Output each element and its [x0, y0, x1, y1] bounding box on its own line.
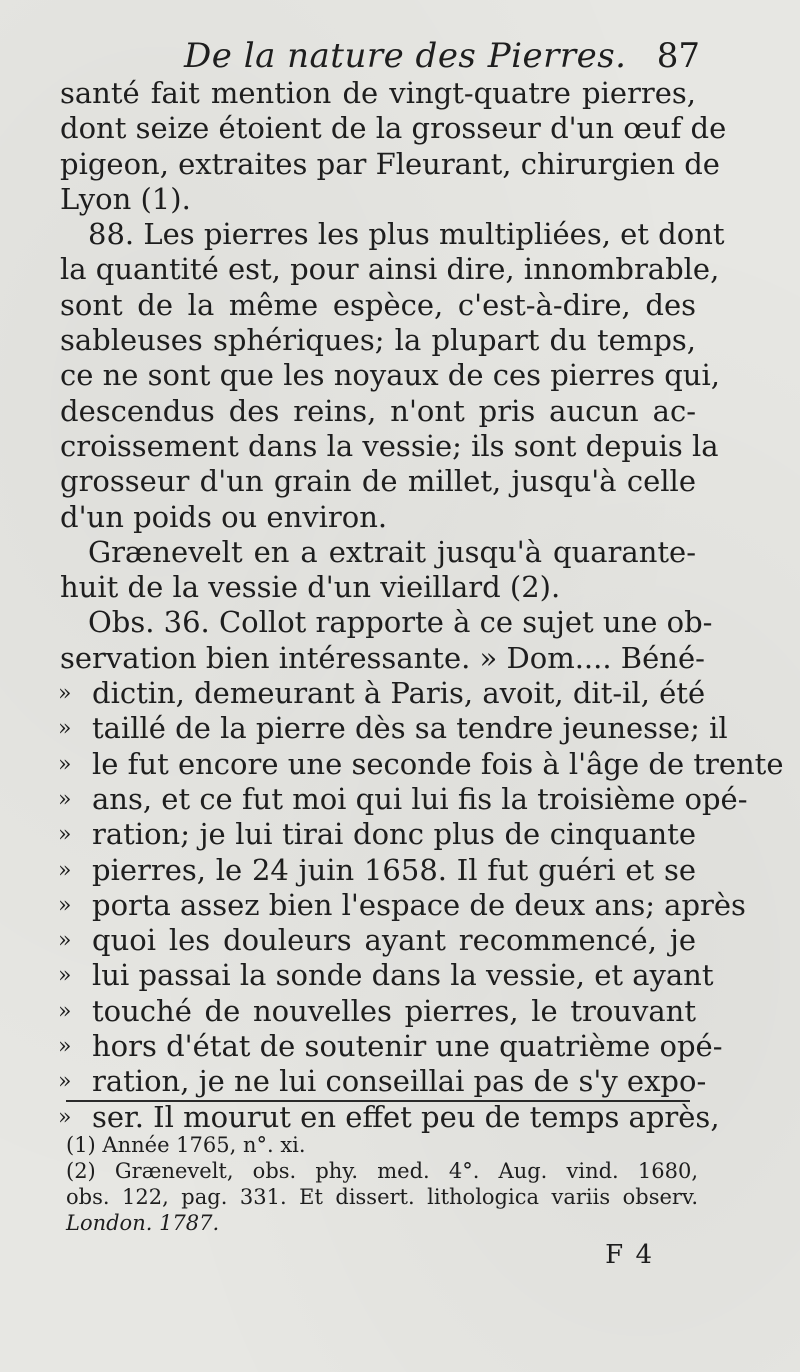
quoted-line: ration, je ne lui conseillai pas de s'y expo- [92, 1064, 707, 1099]
quoted-line: le fut encore une seconde fois à l'âge de trente [92, 746, 784, 781]
text-line: servation bien intéressante. » Dom.... Béné- [60, 640, 705, 675]
footnote-2-cont: obs. 122, pag. 331. Et dissert. lithologica variis observ. [66, 1185, 698, 1209]
text-line: pigeon, extraites par Fleurant, chirurgien de [60, 146, 720, 181]
page-number: 87 [656, 36, 700, 76]
footnote-2: (2) Grænevelt, obs. phy. med. 4°. Aug. vind. 1680, [66, 1159, 698, 1183]
quoted-line: dictin, demeurant à Paris, avoit, dit-il, été [92, 676, 706, 711]
text-line: Grænevelt en a extrait jusqu'à quarante- [88, 534, 696, 569]
quoted-line: lui passai la sonde dans la vessie, et ayant [92, 958, 714, 993]
quote-mark: » [58, 1104, 72, 1130]
quoted-line: ser. Il mourut en effet peu de temps après, [92, 1099, 720, 1134]
quote-mark: » [58, 681, 72, 707]
quote-mark: » [58, 857, 72, 883]
text-line: la quantité est, pour ainsi dire, innombrable, [60, 252, 720, 287]
running-title: De la nature des Pierres. [184, 36, 627, 76]
quote-mark: » [58, 928, 72, 954]
footnote-1: (1) Année 1765, n°. xi. [66, 1133, 306, 1157]
footnote-rule [66, 1100, 690, 1102]
quoted-line: ration; je lui tirai donc plus de cinquante [92, 817, 696, 852]
quoted-line: touché de nouvelles pierres, le trouvant [92, 993, 696, 1028]
quoted-line: porta assez bien l'espace de deux ans; après [92, 887, 746, 922]
body-text [60, 76, 784, 1135]
quoted-line: pierres, le 24 juin 1658. Il fut guéri et se [92, 852, 696, 887]
quote-mark: » [58, 716, 72, 742]
footnote-2-end: London. 1787. [66, 1211, 220, 1235]
text-line: grosseur d'un grain de millet, jusqu'à celle [60, 464, 696, 499]
text-line: d'un poids ou environ. [60, 499, 388, 534]
observation-36-start: Obs. 36. Collot rapporte à ce sujet une ob- [88, 605, 713, 640]
quoted-passage [60, 676, 784, 1135]
text-line: sont de la même espèce, c'est-à-dire, des [60, 287, 696, 322]
quote-mark: » [58, 963, 72, 989]
quote-mark: » [58, 1034, 72, 1060]
quoted-line: hors d'état de soutenir une quatrième opé- [92, 1029, 723, 1064]
footnotes [66, 1132, 698, 1236]
text-line: ce ne sont que les noyaux de ces pierres qui, [60, 358, 720, 393]
text-line: dont seize étoient de la grosseur d'un œuf de [60, 111, 727, 146]
quoted-line: ans, et ce fut moi qui lui fis la troisième opé- [92, 781, 748, 816]
quote-mark: » [58, 998, 72, 1024]
text-line: huit de la vessie d'un vieillard (2). [60, 570, 561, 605]
text-line: descendus des reins, n'ont pris aucun ac- [60, 393, 696, 428]
text-line: sableuses sphériques; la plupart du temps, [60, 323, 696, 358]
text-line: croissement dans la vessie; ils sont depuis la [60, 428, 719, 463]
text-line: santé fait mention de vingt-quatre pierres, [60, 76, 696, 110]
quote-mark: » [58, 822, 72, 848]
quoted-line: quoi les douleurs ayant recommencé, je [92, 923, 696, 958]
quote-mark: » [58, 786, 72, 812]
signature-mark: F 4 [605, 1240, 654, 1270]
quote-mark: » [58, 1069, 72, 1095]
paragraph-88-start: 88. Les pierres les plus multipliées, et dont [88, 217, 725, 252]
quoted-line: taillé de la pierre dès sa tendre jeunesse; il [92, 711, 728, 746]
text-line: Lyon (1). [60, 181, 191, 216]
quote-mark: » [58, 751, 72, 777]
quote-mark: » [58, 892, 72, 918]
